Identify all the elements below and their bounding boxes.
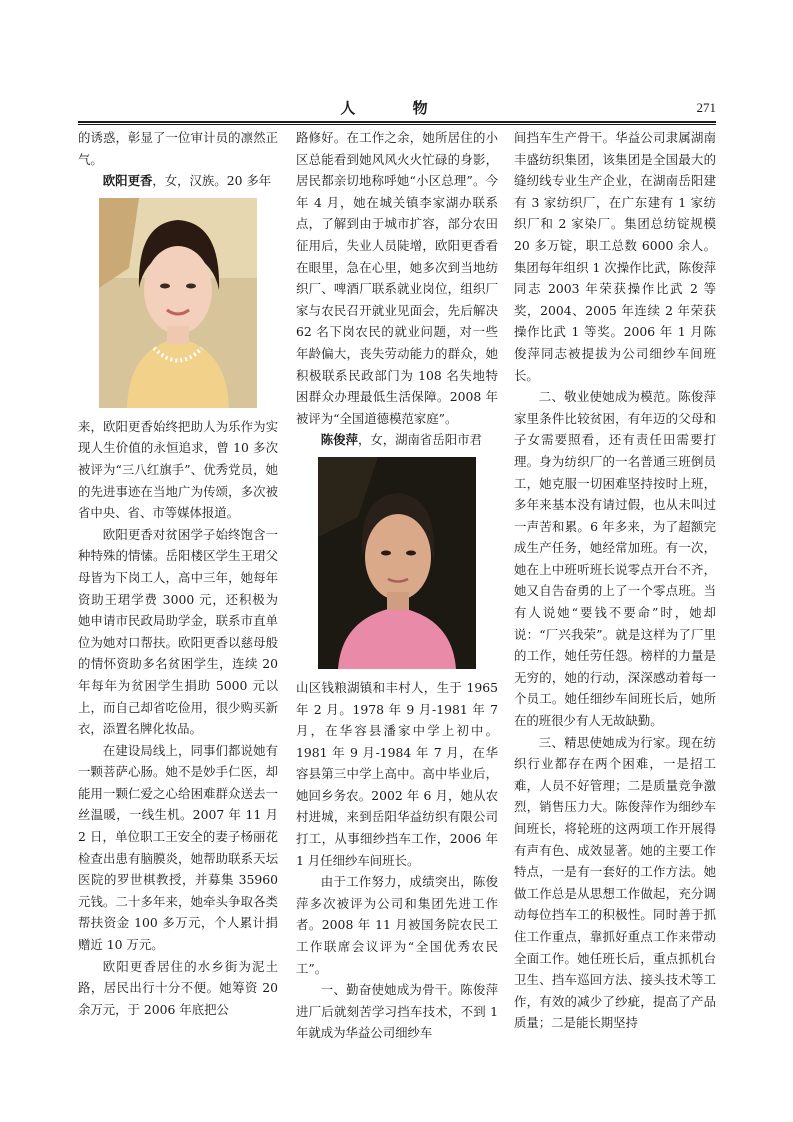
paragraph: 一、勤奋使她成为骨干。陈俊萍进厂后就刻苦学习挡车技术，不到 1 年就成为华益公司细纱车: [296, 982, 498, 1041]
paragraph: 欧阳更香居住的水乡街为泥土路，居民出行十分不便。她筹资 20 余万元，于 2006 年底把公: [78, 958, 278, 1017]
section-title: 人 物: [340, 99, 454, 117]
column-3: [514, 127, 716, 1034]
running-header: [78, 97, 716, 119]
paragraph: 来，欧阳更香始终把助人为乐作为实现人生价值的永恒追求，曾 10 多次被评为“三八红旗手”、优秀党员，她的先进事迹在当地广为传颂，多次被省中央、省、市等媒体报道。: [78, 418, 278, 521]
header-rule-thin: [78, 124, 716, 125]
column-2: [296, 127, 498, 1044]
person-name: 欧阳更香: [102, 173, 153, 189]
paragraph: 二、敬业使她成为模范。陈俊萍家里条件比较贫困，有年迈的父母和子女需要照看，还有责任田需要打理。身为纺织厂的一名普通三班倒员工，她克服一切困难坚持按时上班，多年来基本没有请过假，也从未叫过一声苦和累。6 年多来，为了超额完成生产任务，她经常加班。有一次，她在上中班听班长说零点开台不齐，她又自告奋勇的上了一个零点班。当有人说她“要钱不要命”时，她却说：“厂兴我荣”。就是这样为了厂里的工作，她任劳任怨。榜样的力量是无穷的，她的行动，深深感动着每一个员工。她任细纱车间班长后，她所在的班很少有人无故缺勤。: [514, 389, 716, 729]
paragraph: 在建设局线上，同事们都说她有一颗菩萨心肠。她不是妙手仁医，却能用一颗仁爱之心给困难群众送去一丝温暖，一线生机。2007 年 11 月 2 日，单位职工王安全的妻子杨丽花检查出患有脑膜炎，她帮助联系天坛医院的罗世棋教授，并募集 35960 元钱。二十多年来，她牵头争取各类帮扶资金 100 多万元，个人累计捐赠近 10 万元。: [78, 742, 278, 953]
paragraph: 山区钱粮湖镇和丰村人，生于 1965 年 2 月。1978 年 9 月-1981 年 7 月，在华容县潘家中学上初中。1981 年 9 月-1984 年 7 月，在华容县第三中学上高中。高中毕业后，她回乡务农。2002 年 6 月，她从农村进城，来到岳阳华益纺织有限公司打工，从事细纱挡车工作，2006 年 1 月任细纱车间班长。: [296, 679, 498, 868]
person-heading: [78, 170, 278, 192]
column-1: [78, 127, 278, 1020]
paragraph: 间挡车生产骨干。华益公司隶属湖南丰盛纺织集团，该集团是全国最大的缝纫线专业生产企业，在湖南岳阳建有 3 家纺织厂，在广东建有 1 家纺织厂和 2 家染厂。集团总纺锭规模 20 多万锭，职工总数 6000 余人。集团每年组织 1 次操作比武，陈俊萍同志 2003 年荣获操作比武 2 等奖，2004、2005 年连续 2 年荣获操作比武 1 等奖。2006 年 1 月陈俊萍同志被提拔为公司细纱车间班长。: [514, 130, 716, 383]
portrait-photo: [99, 198, 257, 408]
portrait-photo: [318, 457, 476, 669]
paragraph: 的诱惑，彰显了一位审计员的凛然正气。: [78, 130, 278, 167]
person-name: 陈俊萍: [320, 432, 358, 448]
person-heading: [296, 429, 498, 451]
paragraph: 由于工作努力，成绩突出，陈俊萍多次被评为公司和集团先进工作者。2008 年 11 月被国务院农民工工作联席会议评为“全国优秀农民工”。: [296, 874, 498, 976]
paragraph: 欧阳更香对贫困学子始终饱含一种特殊的情愫。岳阳楼区学生王珺父母皆为下岗工人，高中三年，她每年资助王珺学费 3000 元，还积极为她申请市民政局助学金，联系市直单位为她对口帮扶。欧阳更香以慈母般的情怀资助多名贫困学生，连续 20 年每年为贫困学生捐助 5000 元以上，而自己却省吃俭用，很少购买新衣，添置名牌化妆品。: [78, 526, 278, 737]
person-intro: ，女，湖南省岳阳市君: [357, 432, 482, 448]
header-rule-thick: [78, 121, 716, 123]
page-number: 271: [696, 100, 716, 115]
paragraph: 路修好。在工作之余，她所居住的小区总能看到她风风火火忙碌的身影，居民都亲切地称呼她“小区总理”。今年 4 月，她在城关镇李家湖办联系点，了解到由于城市扩容，部分农田征用后，失业人员陡增，欧阳更香看在眼里，急在心里，她多次到当地纺织厂、啤酒厂联系就业岗位，组织厂家与农民召开就业见面会，先后解决 62 名下岗农民的就业问题，对一些年龄偏大，丧失劳动能力的群众，她积极联系民政部门为 108 名失地特困群众办理最低生活保障。2008 年被评为“全国道德模范家庭”。: [296, 130, 498, 426]
paragraph: 三、精思使她成为行家。现在纺织行业都存在两个困难，一是招工难，人员不好管理；二是质量竞争激烈，销售压力大。陈俊萍作为细纱车间班长，将轮班的这两项工作开展得有声有色、成效显著。她的主要工作特点，一是有一套好的工作方法。她做工作总是从思想工作做起，充分调动每位挡车工的积极性。同时善于抓住工作重点，靠抓好重点工作来带动全面工作。她任班长后，重点抓机台卫生、挡车巡回方法、接头技术等工作，有效的减少了纱疵，提高了产品质量；二是能长期坚持: [514, 734, 716, 1031]
person-intro: ，女，汉族。20 多年: [152, 173, 272, 189]
